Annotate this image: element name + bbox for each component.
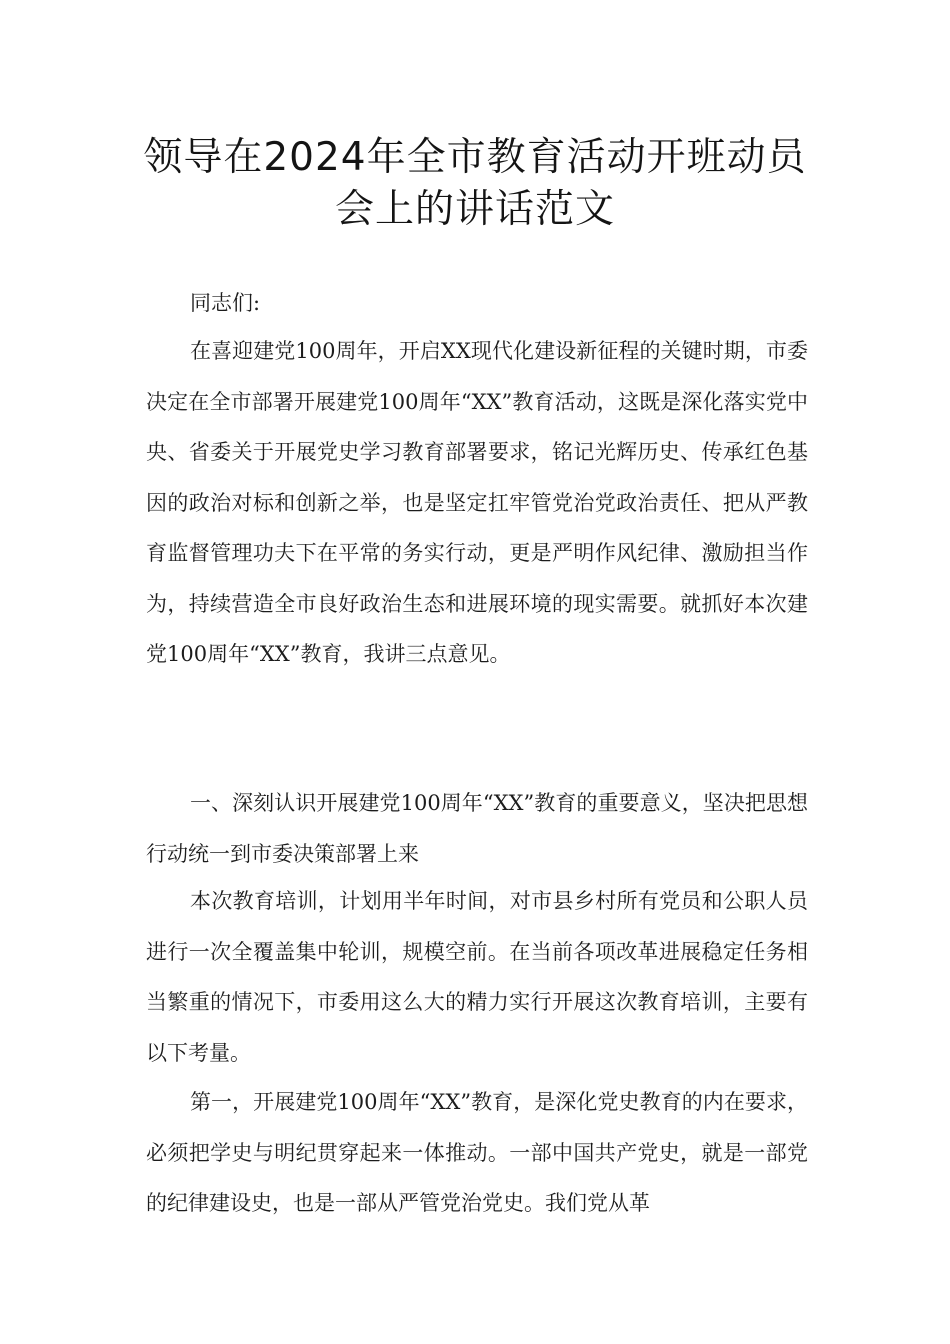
first-point-paragraph: 第一，开展建党100周年“XX”教育，是深化党史教育的内在要求，必须把学史与明纪贯穿起来一体推动。一部中国共产党史，就是一部党的纪律建设史，也是一部从严管党治党史。我们党从革: [146, 1090, 808, 1215]
document-title: [120, 132, 830, 236]
training-paragraph: 本次教育培训，计划用半年时间，对市县乡村所有党员和公职人员进行一次全覆盖集中轮训，规模空前。在当前各项改革进展稳定任务相当繁重的情况下，市委用这么大的精力实行开展这次教育培训，主要有以下考量。: [146, 889, 808, 1065]
title-line-2: 会上的讲话范文: [334, 187, 615, 232]
greeting: 同志们:: [190, 291, 261, 315]
section-heading-1: 一、深刻认识开展建党100周年“XX”教育的重要意义，坚决把思想行动统一到市委决策部署上来: [146, 791, 808, 866]
title-line-1: 领导在2024年全市教育活动开班动员: [143, 135, 807, 180]
intro-paragraph: 在喜迎建党100周年，开启XX现代化建设新征程的关键时期，市委决定在全市部署开展建党100周年“XX”教育活动，这既是深化落实党中央、省委关于开展党史学习教育部署要求，铭记光辉历史、传承红色基因的政治对标和创新之举，也是坚定扛牢管党治党政治责任、把从严教育监督管理功夫下在平常的务实行动，更是严明作风纪律、激励担当作为，持续营造全市良好政治生态和进展环境的现实需要。就抓好本次建党100周年“XX”教育，我讲三点意见。: [146, 339, 808, 666]
